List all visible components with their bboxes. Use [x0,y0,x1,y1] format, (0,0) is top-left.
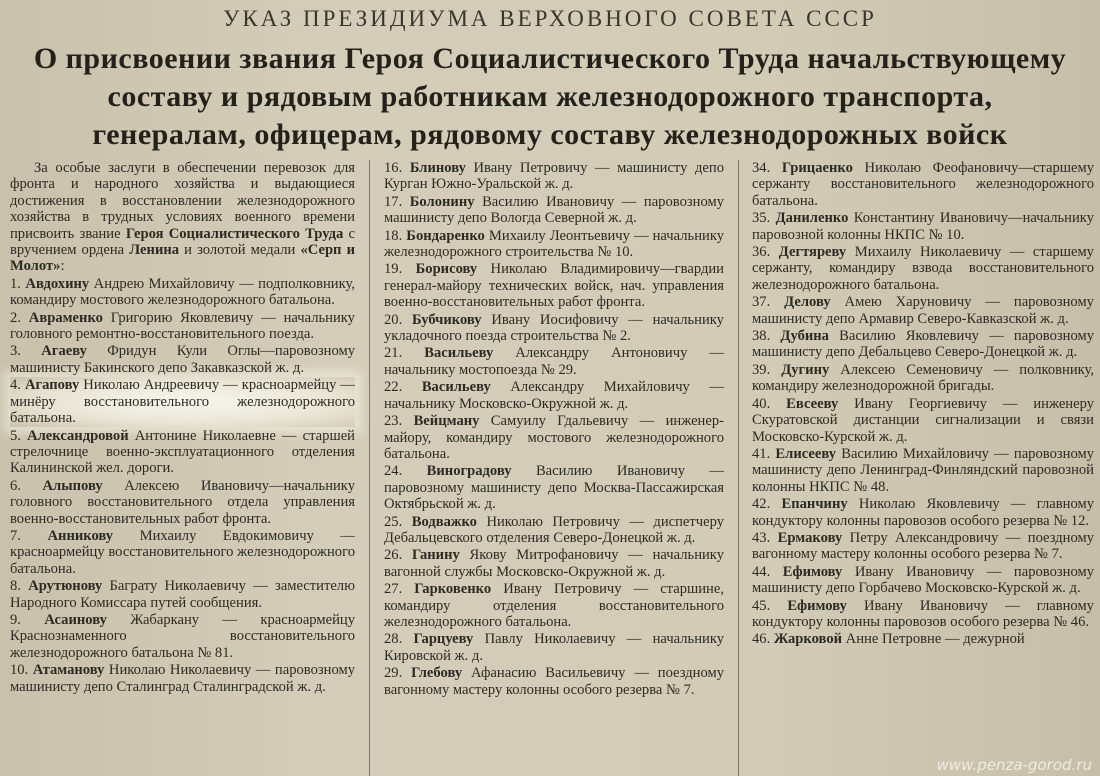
decree-kicker: УКАЗ ПРЕЗИДИУМА ВЕРХОВНОГО СОВЕТА СССР [223,6,877,31]
decree-preamble: За особые заслуги в обеспечении перевозок для фронта и народного хозяйства и выдающиеся достижения в восстановлении железнодорожного хозяйства в трудных условиях военного времени присвоить звание Героя Социалистического Труда с вручением ордена Ленина и золотой медали «Серп и Молот»: [10,160,355,275]
entry-number: 26. [384,547,403,564]
entry-number: 34. [752,160,771,176]
entry-surname: Арутюнову [28,578,103,595]
entry-number: 21. [384,345,403,362]
entry-list [10,276,355,695]
entry-description: Михаилу Леонтьевичу — начальнику железнодорожного строительства № 10. [384,227,724,261]
award-entry [752,294,1094,327]
entry-description: Якову Митрофановичу — начальнику вагонной службы Московско-Окружной ж. д. [384,547,724,580]
entry-surname: Ефимову [787,597,847,614]
entry-number: 42. [752,496,771,513]
entry-description: Николаю Петровичу — диспетчеру Дебальцевского отделения Северо-Донецкой ж. д. [384,513,724,546]
award-entry [752,446,1094,495]
award-entry [752,530,1094,563]
entry-surname: Епанчину [781,496,848,513]
entry-surname: Агаеву [41,343,87,360]
award-entry [752,598,1094,631]
entry-number: 27. [384,581,403,598]
entry-number: 40. [752,395,771,412]
entry-description: Ивану Ивановичу — паровозному машинисту депо Горбачево Московско-Курской ж. д. [752,563,1094,597]
award-entry [10,276,355,309]
entry-description: Андрею Михайловичу — подполковнику, командиру мостового железнодорожного батальона. [10,275,355,309]
entry-description: Василию Михайловичу — паровозному машинисту депо Ленинград-Финляндский паровозной колонны НКПС № 48. [752,445,1094,495]
entry-description: Алексею Семеновичу — полковнику, командиру железнодорожной бригады. [752,361,1094,395]
award-entry [384,261,724,310]
entry-surname: Авдохину [25,275,90,292]
award-entry [752,160,1094,209]
entry-number: 38. [752,328,771,345]
entry-surname: Бондаренко [406,227,485,244]
title-line: генералам, офицерам, рядовому составу железнодорожных войск [92,118,1008,151]
entry-surname: Александровой [27,427,129,444]
award-entry [752,564,1094,597]
entry-surname: Водважко [411,513,477,530]
entry-number: 39. [752,361,771,378]
entry-description: Ивану Петровичу — старшине, командиру отделения восстановительного железнодорожного батальона. [384,581,724,630]
entry-description: Фридун Кули Оглы—паровозному машинисту Бакинского депо Закавказской ж. д. [10,343,355,376]
entry-description: Алексею Ивановичу—начальнику головного восстановительного отдела управления военно-восстановительных работ фронта. [10,477,355,527]
entry-description: Василию Ивановичу — паровозному машинисту депо Вологда Северной ж. д. [384,193,724,227]
award-entry [384,665,724,698]
award-entry [10,528,355,577]
entry-description: Ивану Иосифовичу — начальнику укладочного поезда строительства № 2. [384,311,724,345]
entry-number: 22. [384,379,403,396]
entry-surname: Болонину [409,193,475,210]
entry-description: Василию Ивановичу — паровозному машинисту депо Москва-Пассажирская Октябрьской ж. д. [384,463,724,513]
award-entry [752,210,1094,243]
entry-surname: Виноградову [426,463,512,480]
entry-number: 24. [384,463,403,480]
column-divider [369,160,370,776]
entry-surname: Васильеву [424,345,494,362]
entry-description: Афанасию Васильевичу — поездному вагонному мастеру колонны особого резерва № 7. [384,665,725,698]
decree-title [0,40,1100,154]
entry-description: Александру Антоновичу — начальнику мостопоезда № 29. [384,345,724,378]
award-entry [10,428,355,477]
entry-surname: Алыпову [42,477,103,494]
entry-surname: Асаинову [44,611,107,628]
entry-number: 23. [384,413,403,430]
column-divider [738,160,739,776]
entry-number: 5. [10,427,21,444]
award-entry [384,631,724,664]
entry-surname: Гарковенко [414,581,492,598]
column-3 [752,160,1094,649]
entry-description: Самуилу Гдальевичу — инженер-майору, командиру мостового железнодорожного батальона. [384,413,725,462]
award-entry [752,328,1094,361]
entry-surname: Ганину [411,547,460,564]
entry-number: 10. [10,662,29,679]
entry-number: 25. [384,513,403,530]
entry-description: Жабаркану — красноармейцу Краснознаменного восстановительного железнодорожного батальона № 81. [10,611,355,661]
entry-surname: Елисееву [775,445,837,462]
award-entry [752,496,1094,529]
entry-number: 3. [10,343,21,360]
entry-description: Михаилу Евдокимовичу — красноармейцу восстановительного железнодорожного батальона. [10,527,355,577]
entry-surname: Грицаенко [781,160,853,176]
entry-surname: Бубчикову [412,311,482,328]
entry-surname: Борисову [415,261,478,278]
entry-description: Григорию Яковлевичу — начальнику головного ремонтно-восстановительного поезда. [10,309,355,343]
title-line: О присвоении звания Героя Социалистического Труда начальствующему [33,42,1067,75]
award-entry [10,310,355,343]
award-entry [752,396,1094,445]
award-entry [384,514,724,547]
award-entry [384,581,724,630]
entry-description: Ивану Ивановичу — главному кондуктору колонны паровозов особого резерва № 46. [752,597,1094,630]
entry-surname: Жарковой [773,631,843,648]
entry-surname: Дубина [780,328,829,345]
entry-surname: Вейцману [413,413,480,430]
entry-list [752,160,1094,648]
award-entry [10,578,355,611]
entry-number: 28. [384,631,403,648]
entry-description: Николаю Феофановичу—старшему сержанту восстановительного железнодорожного батальона. [752,160,1094,209]
entry-number: 6. [10,477,21,494]
award-entry [10,478,355,527]
entry-number: 45. [752,597,771,614]
entry-number: 20. [384,311,403,328]
award-entry [384,228,724,261]
entry-number: 18. [384,227,403,244]
award-entry [384,413,724,462]
entry-description: Николаю Владимировичу—гвардии генерал-майору технических войск, нач. управления военно-восстановительных работ фронта. [384,261,724,311]
entry-surname: Ермакову [777,529,843,546]
entry-description: Павлу Николаевичу — начальнику Кировской ж. д. [384,631,725,664]
entry-number: 4. [10,377,21,394]
column-2 [384,160,724,699]
entry-description: Баграту Николаевичу — заместителю Народного Комиссара путей сообщения. [10,578,355,611]
entry-number: 9. [10,611,21,628]
entry-number: 43. [752,529,771,546]
award-entry [10,612,355,661]
entry-number: 29. [384,665,403,682]
entry-number: 2. [10,309,21,326]
entry-number: 7. [10,527,21,544]
entry-description: Николаю Яковлевичу — главному кондуктору колонны паровозов особого резерва № 12. [752,496,1094,529]
entry-description: Николаю Андреевичу — красноармейцу — минёру восстановительного железнодорожного батальона. [10,377,355,427]
entry-description: Анне Петровне — дежурной [842,631,1025,648]
entry-number: 19. [384,261,403,278]
award-entry [752,631,1094,647]
column-1 [10,160,355,696]
entry-number: 37. [752,294,771,311]
entry-description: Василию Яковлевичу — паровозному машинисту депо Дебальцево Северо-Донецкой ж. д. [752,328,1094,361]
entry-number: 17. [384,193,403,210]
award-entry [384,194,724,227]
award-entry [752,244,1094,293]
entry-number: 41. [752,445,771,462]
entry-number: 1. [10,275,21,292]
entry-description: Амею Харуновичу — паровозному машинисту депо Армавир Северо-Кавказской ж. д. [752,294,1094,327]
site-watermark: www.penza-gorod.ru [936,756,1092,774]
award-entry [752,362,1094,395]
entry-surname: Дугину [781,361,830,378]
award-entry [384,345,724,378]
entry-description: Николаю Николаевичу — паровозному машинисту депо Сталинград Сталинградской ж. д. [10,662,356,695]
award-entry [384,547,724,580]
entry-surname: Блинову [409,160,466,176]
entry-description: Петру Александровичу — поездному вагонному мастеру колонны особого резерва № 7. [752,529,1094,563]
entry-description: Александру Михайловичу — начальнику Московско-Окружной ж. д. [384,379,724,412]
entry-list [384,160,724,698]
award-entry [384,379,724,412]
award-entry [384,463,724,512]
entry-number: 16. [384,160,403,176]
entry-number: 46. [752,631,771,648]
entry-number: 44. [752,563,771,580]
entry-number: 36. [752,244,771,261]
entry-surname: Делову [784,294,831,311]
entry-surname: Гарцуеву [413,631,474,648]
award-entry [10,377,355,426]
entry-surname: Атаманову [32,662,105,679]
entry-surname: Дегтяреву [778,244,847,261]
entry-surname: Глебову [411,665,463,682]
award-entry [10,343,355,376]
entry-description: Михаилу Николаевичу — старшему сержанту, командиру взвода восстановительного железнодорожного батальона. [752,244,1094,293]
entry-description: Константину Ивановичу—начальнику паровозной колонны НКПС № 10. [752,210,1094,243]
award-entry [384,160,724,193]
entry-description: Антонине Николаевне — старшей стрелочнице военно-эксплуатационного отделения Калининской жел. дороги. [10,427,355,477]
entry-number: 8. [10,578,21,595]
entry-surname: Анникову [47,527,114,544]
entry-surname: Агапову [24,377,80,394]
award-entry [384,312,724,345]
entry-description: Ивану Петровичу — машинисту депо Курган Южно-Уральской ж. д. [384,160,724,193]
entry-surname: Васильеву [421,379,491,396]
entry-surname: Даниленко [775,210,849,227]
entry-surname: Евсееву [786,395,839,412]
entry-description: Ивану Георгиевичу — инженеру Скуратовской дистанции сигнализации и связи Московско-Курской ж. д. [752,395,1094,445]
award-entry [10,662,355,695]
entry-surname: Авраменко [28,309,103,326]
title-line: составу и рядовым работникам железнодорожного транспорта, [107,80,993,113]
entry-number: 35. [752,210,771,227]
entry-surname: Ефимову [782,563,843,580]
